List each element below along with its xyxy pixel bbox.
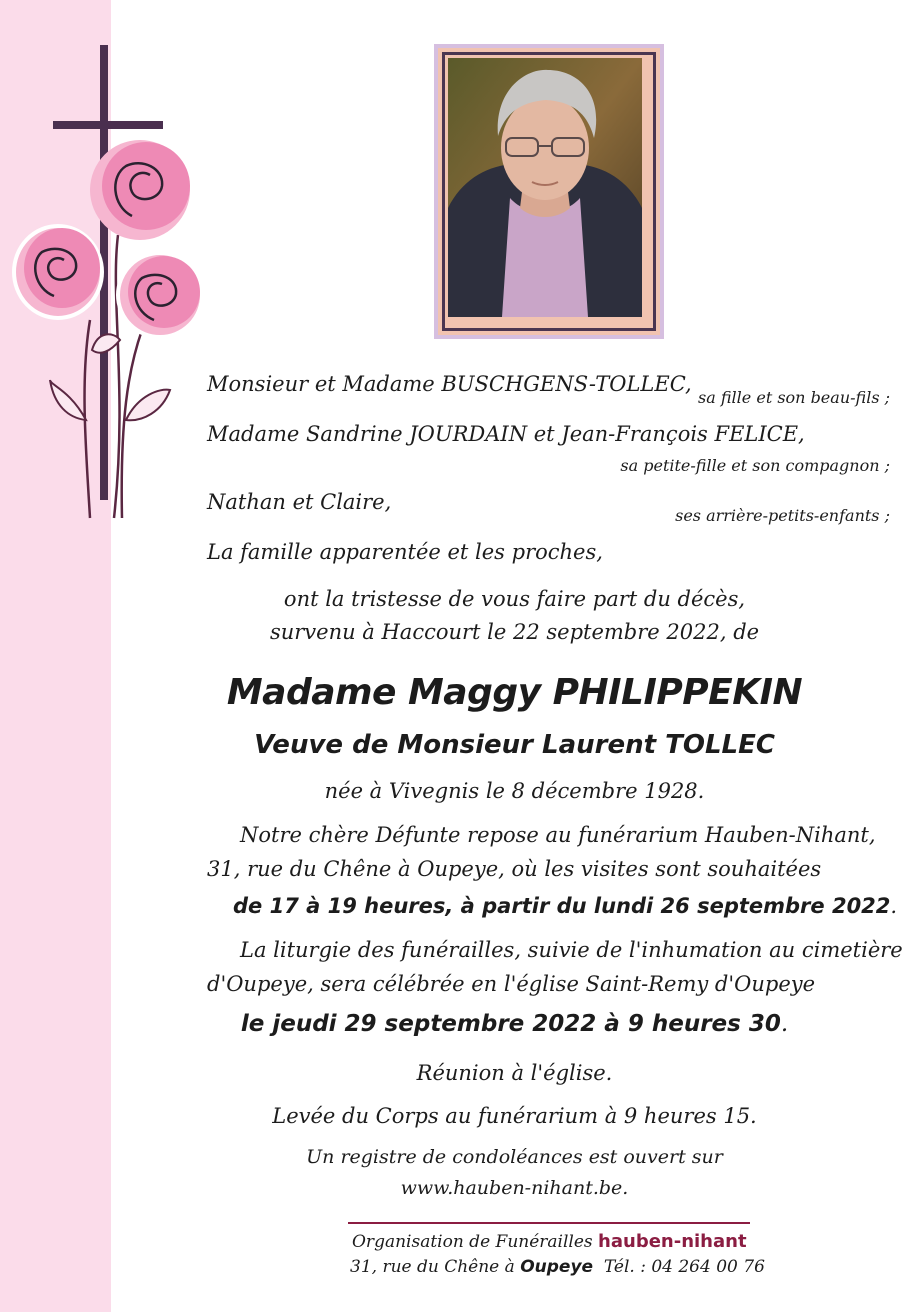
family-relation-3: ses arrière-petits-enfants ; — [675, 506, 890, 525]
portrait-photo — [448, 58, 642, 317]
visitation-line-2: 31, rue du Chêne à Oupeye, où les visites sont souhaitées — [207, 857, 822, 881]
family-relation-1: sa fille et son beau-fils ; — [698, 388, 890, 407]
meeting-info: Réunion à l'église. — [416, 1061, 613, 1085]
funeral-line-1: La liturgie des funérailles, suivie de l'inhumation au cimetière — [240, 938, 903, 962]
footer-phone: Tél. : 04 264 00 76 — [603, 1257, 765, 1277]
footer-address: 31, rue du Chêne à — [350, 1257, 515, 1277]
rose-left — [14, 226, 102, 318]
birth-info: née à Vivegnis le 8 décembre 1928. — [324, 779, 705, 803]
registry-line-1: Un registre de condoléances est ouvert sur — [306, 1146, 723, 1168]
levee-info: Levée du Corps au funérarium à 9 heures 15. — [272, 1104, 757, 1128]
footer-org: Organisation de Funérailles — [352, 1232, 593, 1252]
registry-url[interactable]: www.hauben-nihant.be. — [400, 1177, 629, 1199]
funeral-line-2: d'Oupeye, sera célébrée en l'église Saint-Remy d'Oupeye — [207, 972, 816, 996]
family-relation-2: sa petite-fille et son compagnon ; — [620, 456, 890, 475]
visitation-when: de 17 à 19 heures, à partir du lundi 26 septembre 2022 — [233, 894, 891, 918]
footer-divider — [348, 1222, 750, 1224]
widow-of: Veuve de Monsieur Laurent TOLLEC — [254, 730, 775, 760]
rose-right — [118, 253, 202, 337]
visitation-line-1: Notre chère Défunte repose au funérarium Hauben-Nihant, — [240, 823, 876, 847]
portrait-frame — [434, 44, 664, 339]
brand-logo: hauben-nihant — [598, 1231, 747, 1252]
footer-address-line — [350, 1257, 765, 1277]
footer-city: Oupeye — [520, 1257, 594, 1277]
family-name-3: Nathan et Claire, — [207, 490, 392, 514]
announcement-line-1: ont la tristesse de vous faire part du décès, — [283, 587, 746, 611]
family-name-1: Monsieur et Madame BUSCHGENS-TOLLEC, — [207, 372, 692, 396]
footer-org-line — [352, 1231, 747, 1252]
family-name-4: La famille apparentée et les proches, — [207, 540, 603, 564]
rose-top — [90, 140, 190, 240]
visitation-hours: de 17 à 19 heures, à partir du lundi 26 septembre 2022. — [233, 894, 898, 918]
funeral-date-line: le jeudi 29 septembre 2022 à 9 heures 30. — [240, 1011, 789, 1037]
cross-and-roses-illustration — [10, 40, 210, 530]
funeral-date: le jeudi 29 septembre 2022 à 9 heures 30 — [240, 1011, 781, 1037]
announcement-line-2: survenu à Haccourt le 22 septembre 2022, de — [269, 620, 760, 644]
deceased-name: Madame Maggy PHILIPPEKIN — [226, 672, 803, 713]
family-name-2: Madame Sandrine JOURDAIN et Jean-François FELICE, — [207, 422, 805, 446]
